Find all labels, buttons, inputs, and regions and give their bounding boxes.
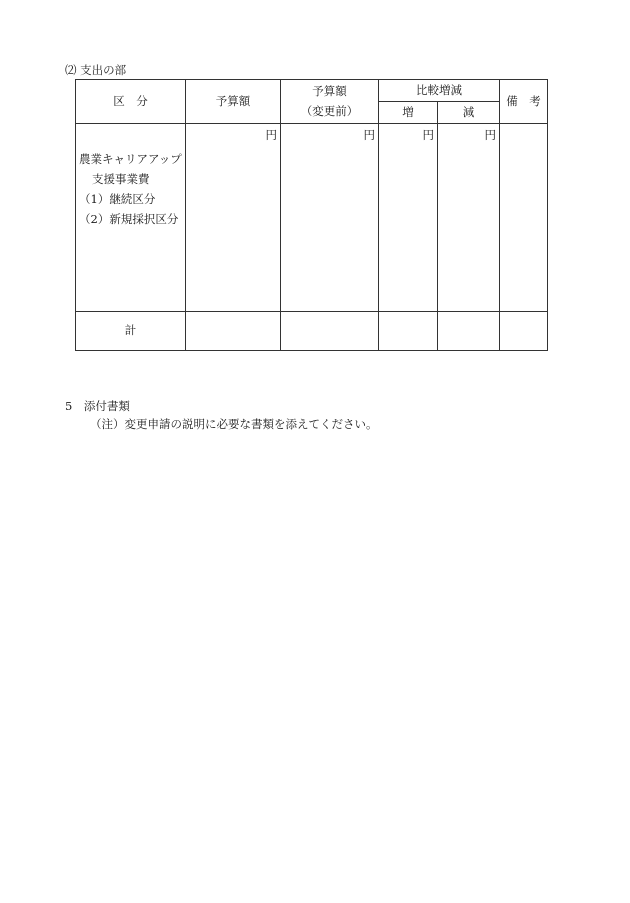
header-budget-before-line1: 予算額 <box>312 83 347 98</box>
header-comparison: 比較増減 <box>379 80 500 102</box>
total-row <box>76 312 548 351</box>
list-item: 支援事業費 <box>92 172 150 186</box>
total-budget-before-cell <box>281 312 379 351</box>
list-item: 農業キャリアアップ <box>79 152 182 166</box>
list-item: （2）新規採択区分 <box>79 212 179 226</box>
remarks-cell <box>500 124 548 312</box>
header-decrease: 減 <box>438 102 500 124</box>
total-remarks-cell <box>500 312 548 351</box>
header-increase: 増 <box>379 102 438 124</box>
total-budget-cell <box>186 312 281 351</box>
unit-label: 円 <box>484 128 496 142</box>
unit-label: 円 <box>422 128 434 142</box>
total-decrease-cell <box>438 312 500 351</box>
total-label: 計 <box>76 312 186 351</box>
category-cell <box>76 124 186 312</box>
budget-cell <box>186 124 281 312</box>
table-row <box>76 124 548 312</box>
header-budget-before-line2: （変更前） <box>300 103 359 118</box>
header-remarks: 備 考 <box>500 80 548 124</box>
decrease-cell <box>438 124 500 312</box>
unit-label: 円 <box>265 128 277 142</box>
header-budget-before <box>281 80 379 124</box>
list-item: （1）継続区分 <box>79 192 156 206</box>
expenditure-table <box>75 79 548 351</box>
header-row <box>76 80 548 102</box>
attachments-note: （注）変更申請の説明に必要な書類を添えてください。 <box>90 417 378 431</box>
attachments-heading: 5 添付書類 <box>65 399 130 413</box>
unit-label: 円 <box>363 128 375 142</box>
budget-before-cell <box>281 124 379 312</box>
header-budget: 予算額 <box>186 80 281 124</box>
section-heading: ⑵ 支出の部 <box>65 63 127 77</box>
total-increase-cell <box>379 312 438 351</box>
header-category: 区 分 <box>76 80 186 124</box>
increase-cell <box>379 124 438 312</box>
